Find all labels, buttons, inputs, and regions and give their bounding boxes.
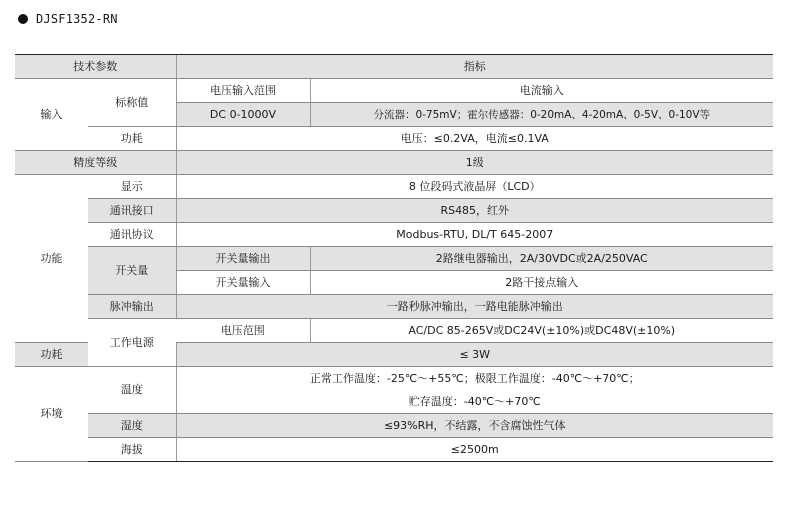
label-switch-in: 开关量输入: [176, 271, 310, 295]
label-protocol: 通讯协议: [88, 223, 176, 247]
value-temperature-2: 贮存温度：-40℃～+70℃: [176, 390, 773, 414]
value-current-input: 分流器：0-75mV；霍尔传感器：0-20mA、4-20mA、0-5V、0-10V等: [310, 103, 773, 127]
table-row: [15, 127, 773, 151]
table-row: [15, 414, 773, 438]
value-pulse: 一路秒脉冲输出，一路电能脉冲输出: [176, 295, 773, 319]
table-row: [15, 295, 773, 319]
value-altitude: ≤2500m: [176, 438, 773, 462]
group-function: 功能: [15, 175, 88, 343]
table-row: [15, 367, 773, 391]
table-row: [15, 199, 773, 223]
table-header-row: [15, 55, 773, 79]
value-switch-in: 2路干接点输入: [310, 271, 773, 295]
value-input-power: 电压：≤0.2VA，电流≤0.1VA: [176, 127, 773, 151]
label-voltage-range: 电压输入范围: [176, 79, 310, 103]
bullet-dot-icon: [18, 14, 28, 24]
table-row: [15, 223, 773, 247]
value-display: 8 位段码式液晶屏（LCD）: [176, 175, 773, 199]
document-title: [18, 8, 118, 30]
label-current-input: 电流输入: [310, 79, 773, 103]
header-param: 技术参数: [15, 55, 176, 79]
group-power-supply: 工作电源: [88, 319, 176, 367]
table-row: [15, 438, 773, 462]
table-row: [15, 319, 773, 343]
label-input-power: 功耗: [88, 127, 176, 151]
label-display: 显示: [88, 175, 176, 199]
value-supply-voltage: AC/DC 85-265V或DC24V(±10%)或DC48V(±10%): [310, 319, 773, 343]
label-switch-out: 开关量输出: [176, 247, 310, 271]
value-voltage-range: DC 0-1000V: [176, 103, 310, 127]
label-humidity: 湿度: [88, 414, 176, 438]
label-comm-port: 通讯接口: [88, 199, 176, 223]
label-supply-voltage: 电压范围: [176, 319, 310, 343]
value-accuracy: 1级: [176, 151, 773, 175]
table-row: [15, 175, 773, 199]
group-environment: 环境: [15, 367, 88, 462]
value-protocol: Modbus-RTU, DL/T 645-2007: [176, 223, 773, 247]
table-row: [15, 79, 773, 103]
value-humidity: ≤93%RH，不结露，不含腐蚀性气体: [176, 414, 773, 438]
value-comm-port: RS485，红外: [176, 199, 773, 223]
value-temperature-1: 正常工作温度：-25℃～+55℃；极限工作温度：-40℃～+70℃；: [176, 367, 773, 391]
label-supply-consumption: 功耗: [15, 343, 88, 367]
label-pulse: 脉冲输出: [88, 295, 176, 319]
label-rated: 标称值: [88, 79, 176, 127]
label-temperature: 温度: [88, 367, 176, 414]
value-supply-consumption: ≤ 3W: [176, 343, 773, 367]
spec-table: [15, 54, 773, 462]
table-row: [15, 151, 773, 175]
label-altitude: 海拔: [88, 438, 176, 462]
label-accuracy: 精度等级: [15, 151, 176, 175]
header-index: 指标: [176, 55, 773, 79]
group-input: 输入: [15, 79, 88, 151]
table-row: [15, 247, 773, 271]
model-name: DJSF1352-RN: [36, 12, 118, 26]
label-switch: 开关量: [88, 247, 176, 295]
value-switch-out: 2路继电器输出，2A/30VDC或2A/250VAC: [310, 247, 773, 271]
